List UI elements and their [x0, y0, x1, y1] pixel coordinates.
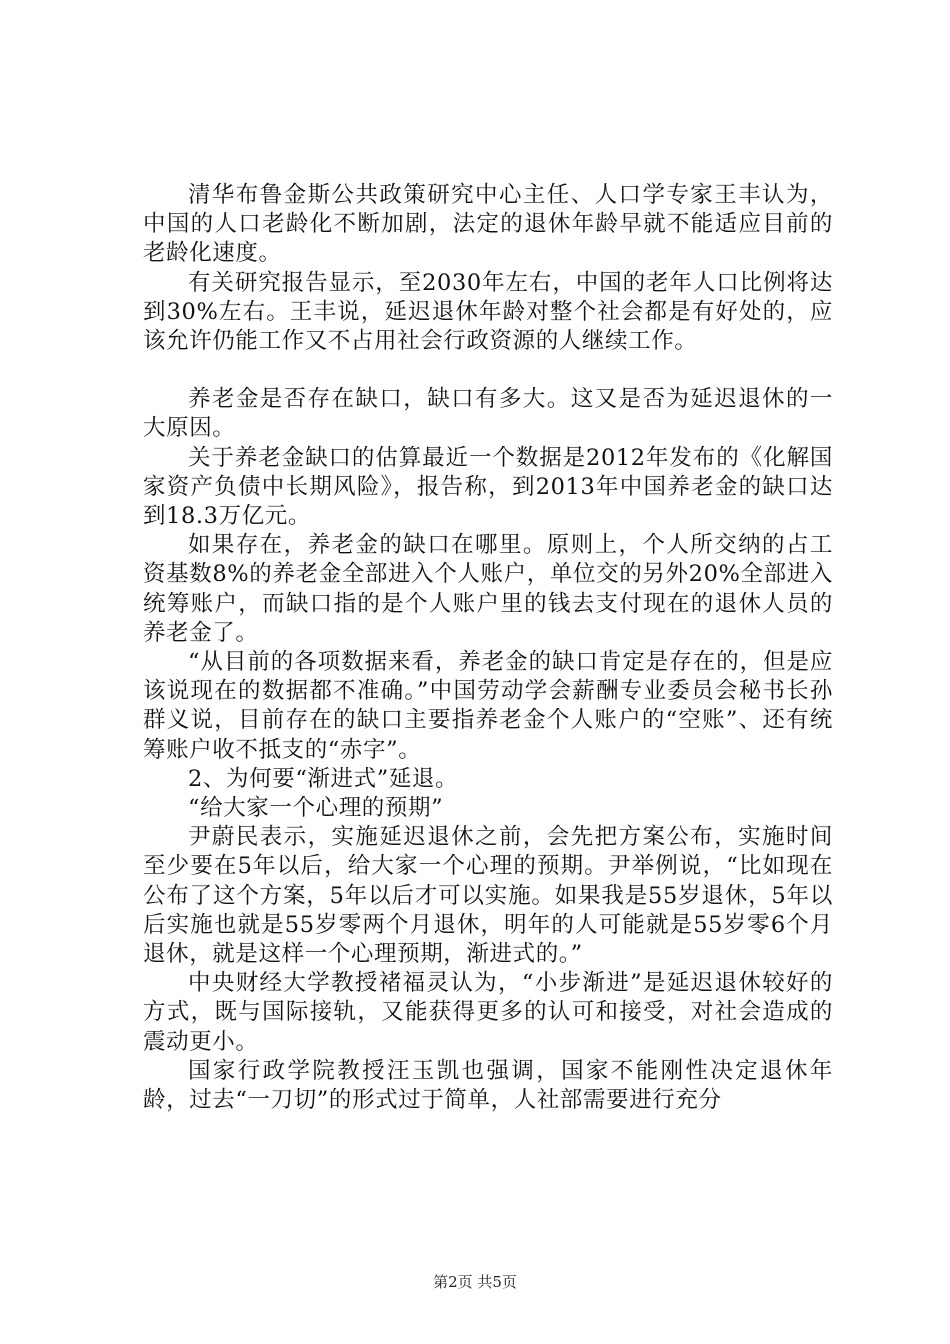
paragraph-pension-gap-question: 养老金是否存在缺口，缺口有多大。这又是否为延迟退休的一大原因。	[143, 386, 833, 442]
section-heading-gradual: 2、为何要“渐进式”延退。	[188, 765, 459, 792]
paragraph-pension-gap-estimate: 关于养老金缺口的估算最近一个数据是2012年发布的《化解国家资产负债中长期风险》，报告称，到2013年中国养老金的缺口达到18.3万亿元。	[143, 444, 833, 530]
paragraph-yin-weimin-plan: 尹蔚民表示，实施延迟退休之前，会先把方案公布，实施时间至少要在5年以后，给大家一个心理的预期。尹举例说，“比如现在公布了这个方案，5年以后才可以实施。如果我是55岁退休，5年以后实施也就是55岁零两个月退休，明年的人可能就是55岁零6个月退休，就是这样一个心理预期，渐进式的。”	[143, 824, 833, 968]
paragraph-chu-fuling-view: 中央财经大学教授褚福灵认为，“小步渐进”是延迟退休较好的方式，既与国际接轨，又能获得更多的认可和接受，对社会造成的震动更小。	[143, 970, 833, 1055]
paragraph-wang-feng-aging: 清华布鲁金斯公共政策研究中心主任、人口学专家王丰认为，中国的人口老龄化不断加剧，法定的退休年龄早就不能适应目前的老龄化速度。	[143, 182, 833, 267]
paragraph-wang-yukai-view: 国家行政学院教授汪玉凯也强调，国家不能刚性决定退休年龄，过去“一刀切”的形式过于简单，人社部需要进行充分	[143, 1057, 833, 1114]
paragraph-gap	[143, 356, 833, 385]
paragraph-2030-elderly-ratio: 有关研究报告显示，至2030年左右，中国的老年人口比例将达到30%左右。王丰说，延迟退休年龄对整个社会都是有好处的，应该允许仍能工作又不占用社会行政资源的人继续工作。	[143, 269, 833, 355]
page-number-footer: 第2页 共5页	[433, 1273, 517, 1291]
paragraph-pension-gap-location: 如果存在，养老金的缺口在哪里。原则上，个人所交纳的占工资基数8%的养老金全部进入个人账户，单位交的另外20%全部进入统筹账户，而缺口指的是个人账户里的钱去支付现在的退休人员的养老金了。	[143, 532, 833, 646]
subheading-psychological-expectation: “给大家一个心理的预期”	[188, 795, 444, 822]
article-body	[143, 181, 833, 1115]
paragraph-sun-qunyi-quote: “从目前的各项数据来看，养老金的缺口肯定是存在的，但是应该说现在的数据都不准确。”中国劳动学会薪酬专业委员会秘书长孙群义说，目前存在的缺口主要指养老金个人账户的“空账”、还有统筹账户收不抵支的“赤字”。	[143, 649, 833, 763]
